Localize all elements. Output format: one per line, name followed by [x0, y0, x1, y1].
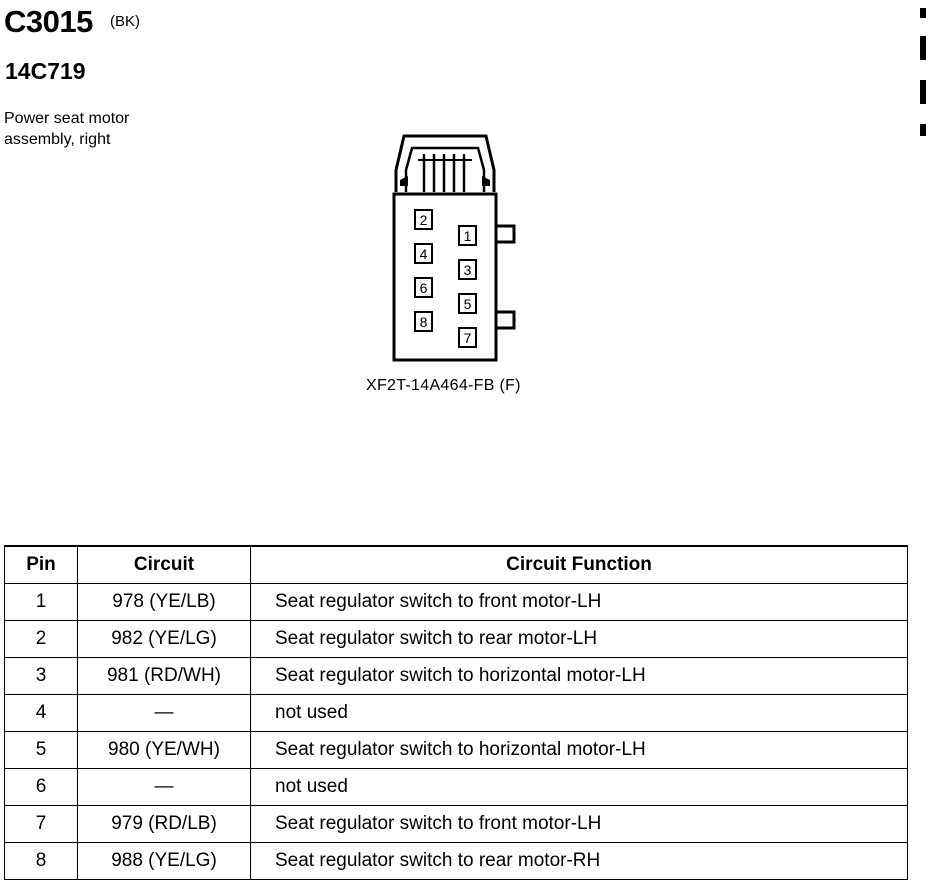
part-number: 14C719	[5, 58, 86, 84]
edge-mark	[920, 36, 926, 60]
function-cell: Seat regulator switch to rear motor-LH	[251, 621, 908, 658]
function-cell: not used	[251, 695, 908, 732]
table-row	[5, 695, 908, 732]
pin-cell: 7	[5, 806, 78, 843]
pin-cavity-3	[459, 260, 476, 279]
edge-mark	[920, 124, 926, 136]
connector-tab	[496, 312, 514, 328]
pin-cavity-5	[459, 294, 476, 313]
table-row	[5, 806, 908, 843]
function-cell: Seat regulator switch to front motor-LH	[251, 806, 908, 843]
connector-tab	[496, 226, 514, 242]
pin-cell: 1	[5, 584, 78, 621]
pin-label: 4	[419, 246, 428, 262]
table-row	[5, 769, 908, 806]
table-header-row	[5, 546, 908, 584]
pin-cavity-4	[415, 244, 432, 263]
table-row	[5, 584, 908, 621]
function-cell: Seat regulator switch to front motor-LH	[251, 584, 908, 621]
connector-body	[394, 194, 496, 360]
circuit-cell: —	[78, 769, 251, 806]
circuit-cell: 979 (RD/LB)	[78, 806, 251, 843]
pin-cavity-2	[415, 210, 432, 229]
connector-face-diagram	[388, 130, 523, 366]
pin-label: 7	[463, 330, 472, 346]
pin-cell: 3	[5, 658, 78, 695]
pin-label: 3	[463, 262, 472, 278]
header-pin: Pin	[5, 546, 78, 584]
circuit-cell: 988 (YE/LG)	[78, 843, 251, 880]
component-description	[4, 108, 204, 150]
circuit-cell: 980 (YE/WH)	[78, 732, 251, 769]
header-circuit: Circuit	[78, 546, 251, 584]
pin-cell: 4	[5, 695, 78, 732]
pin-cavity-1	[459, 226, 476, 245]
pin-cavity-7	[459, 328, 476, 347]
table-row	[5, 732, 908, 769]
description-line-2: assembly, right	[4, 131, 111, 148]
pin-cavity-6	[415, 278, 432, 297]
description-line-1: Power seat motor	[4, 110, 130, 127]
edge-mark	[920, 8, 926, 18]
pin-label: 8	[419, 314, 428, 330]
pin-label: 2	[419, 212, 428, 228]
latch-hook-right	[482, 176, 490, 186]
page-edge-marks	[920, 0, 928, 140]
pin-function-table	[4, 545, 908, 880]
latch-hook-left	[400, 176, 408, 186]
function-cell: Seat regulator switch to horizontal motor-LH	[251, 732, 908, 769]
pin-label: 6	[419, 280, 428, 296]
table-row	[5, 621, 908, 658]
pin-cell: 6	[5, 769, 78, 806]
pin-cell: 2	[5, 621, 78, 658]
header-circuit-function: Circuit Function	[251, 546, 908, 584]
table-row	[5, 658, 908, 695]
pin-cell: 5	[5, 732, 78, 769]
circuit-cell: 978 (YE/LB)	[78, 584, 251, 621]
table-row	[5, 843, 908, 880]
connector-id: C3015	[4, 4, 93, 39]
pin-cell: 8	[5, 843, 78, 880]
function-cell: Seat regulator switch to rear motor-RH	[251, 843, 908, 880]
circuit-cell: 982 (YE/LG)	[78, 621, 251, 658]
function-cell: not used	[251, 769, 908, 806]
circuit-cell: 981 (RD/WH)	[78, 658, 251, 695]
edge-mark	[920, 80, 926, 104]
pin-label: 5	[463, 296, 472, 312]
pin-label: 1	[463, 228, 472, 244]
connector-part-label: XF2T-14A464-FB (F)	[366, 377, 521, 394]
pin-cavity-8	[415, 312, 432, 331]
circuit-cell: —	[78, 695, 251, 732]
function-cell: Seat regulator switch to horizontal motor-LH	[251, 658, 908, 695]
connector-color-code: (BK)	[110, 13, 140, 30]
